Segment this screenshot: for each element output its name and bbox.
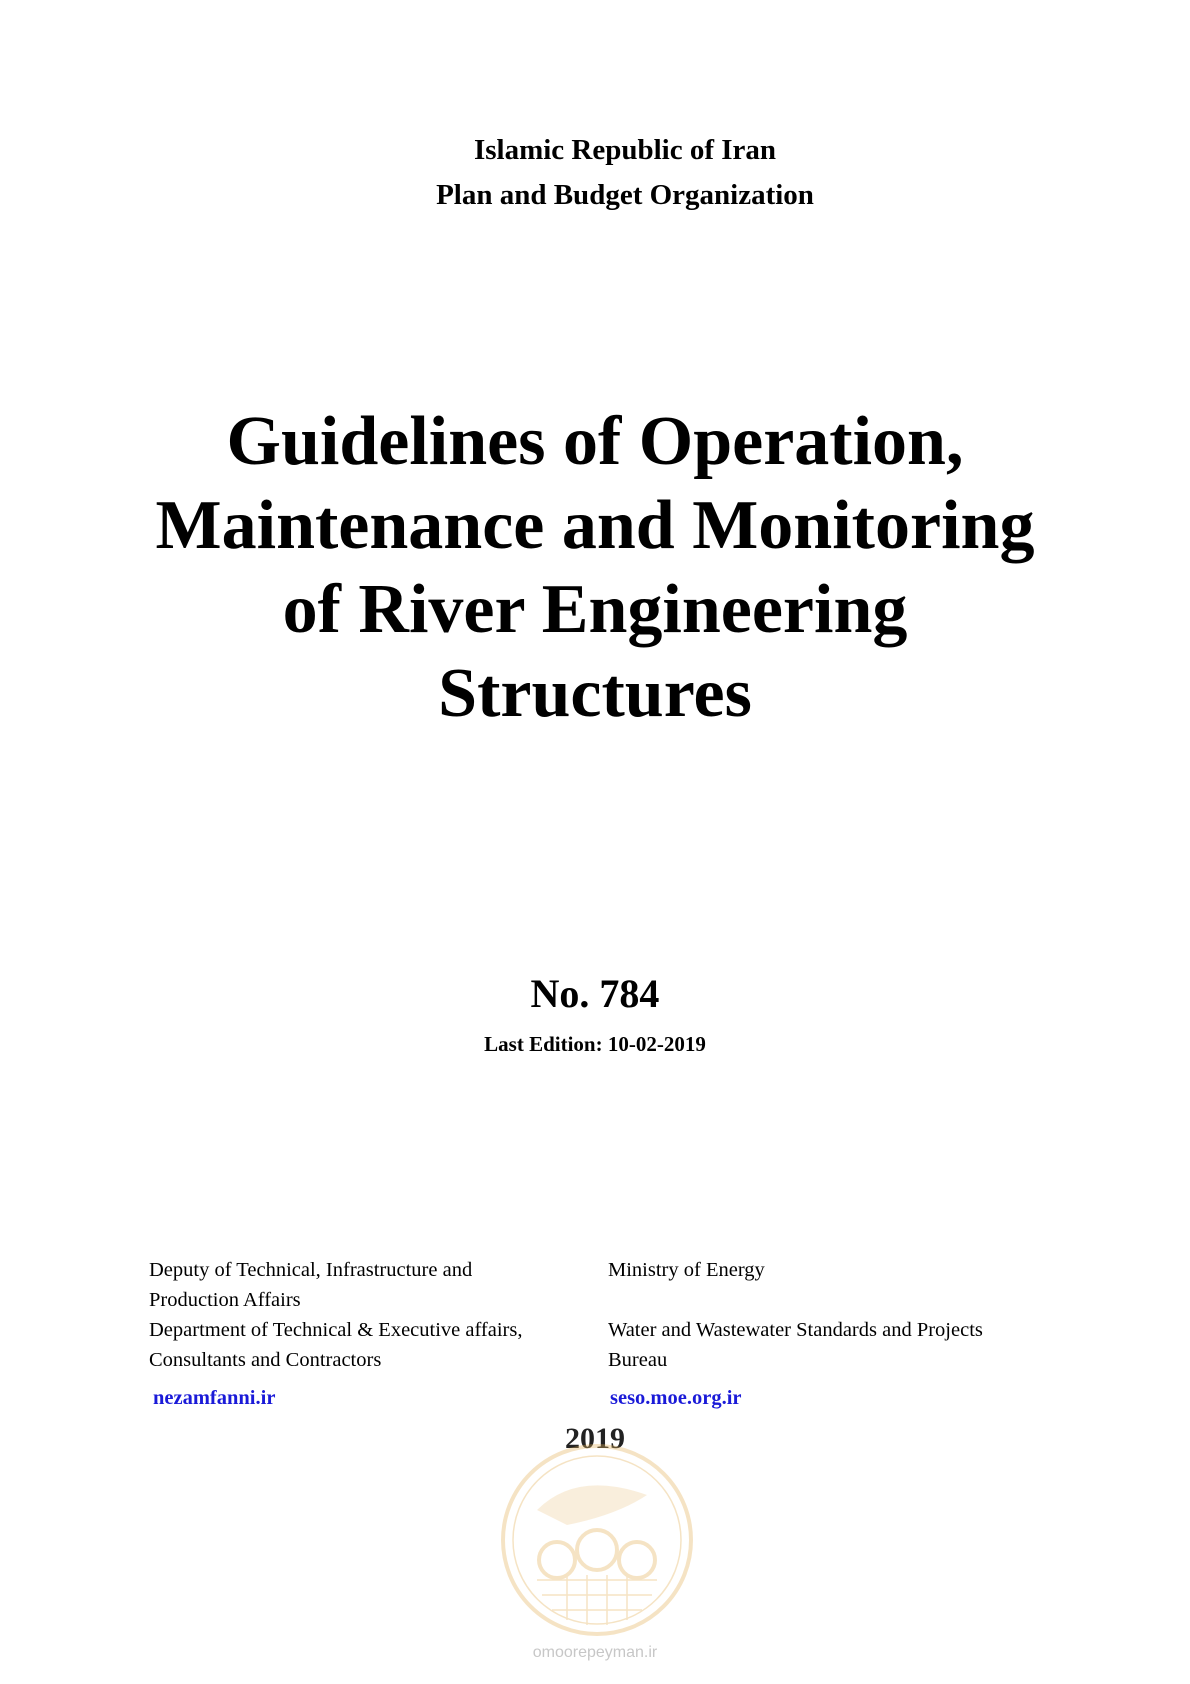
right-column — [608, 1255, 1068, 1413]
deputy-line-2: Production Affairs — [149, 1289, 301, 1311]
title-line-2: Maintenance and Monitoring — [155, 487, 1035, 564]
spacer — [608, 1285, 1068, 1315]
country-name: Islamic Republic of Iran — [473, 134, 777, 166]
document-title — [0, 400, 1190, 736]
header — [0, 128, 1190, 218]
deputy-line-1: Deputy of Technical, Infrastructure and — [149, 1259, 473, 1281]
gear-seal-logo-icon — [497, 1440, 697, 1640]
department-line-1: Department of Technical & Executive affairs, — [149, 1319, 523, 1341]
department-line-2: Consultants and Contractors — [149, 1349, 382, 1371]
title-line-3: of River Engineering — [282, 571, 908, 648]
nezamfanni-link[interactable]: nezamfanni.ir — [153, 1387, 276, 1409]
edition-date: Last Edition: 10-02-2019 — [484, 1032, 706, 1056]
title-line-1: Guidelines of Operation, — [226, 403, 964, 480]
left-column — [149, 1255, 579, 1413]
watermark-text: omoorepeyman.ir — [532, 1644, 658, 1661]
ministry-name: Ministry of Energy — [608, 1259, 765, 1281]
organization-name: Plan and Budget Organization — [436, 179, 814, 211]
bureau-line-2: Bureau — [608, 1349, 668, 1371]
seso-link[interactable]: seso.moe.org.ir — [610, 1387, 742, 1409]
publication-number: No. 784 — [530, 971, 660, 1016]
publication-year: 2019 — [565, 1422, 625, 1455]
title-line-4: Structures — [438, 655, 752, 732]
bureau-line-1: Water and Wastewater Standards and Projects — [608, 1319, 983, 1341]
